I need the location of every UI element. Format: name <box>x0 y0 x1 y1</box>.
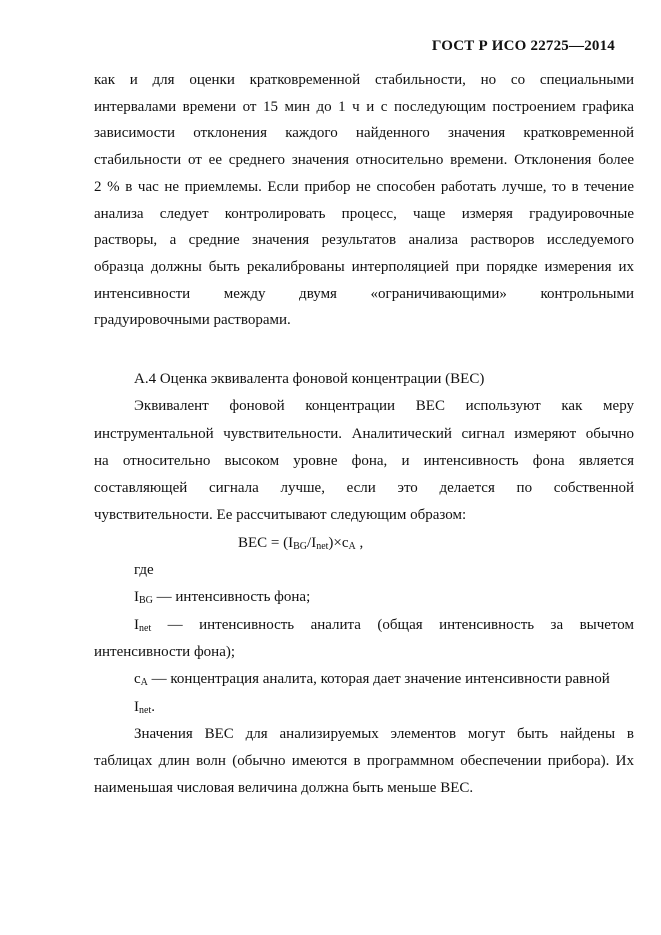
text-line: стабильности от ее среднего значения относительно времени. Отклонения более <box>94 152 634 169</box>
text-line: Эквивалент фоновой концентрации BEC используют как меру <box>134 398 634 415</box>
where-label: где <box>134 562 154 579</box>
standard-header: ГОСТ Р ИСО 22725—2014 <box>431 38 615 54</box>
text-line: растворы, а средние значения результатов анализа растворов исследуемого <box>94 232 634 249</box>
text-line: Значения BEC для анализируемых элементов могут быть найдены в <box>134 725 634 742</box>
text-line: таблицах длин волн (обычно имеются в программном обеспечении прибора). Их <box>94 753 634 770</box>
text-line: градуировочными растворами. <box>94 312 291 329</box>
definition-ibg: $I_{BG}$ — интенсивность фона; <box>134 589 311 607</box>
text-line: наименьшая числовая величина должна быть меньше BEC. <box>94 780 474 797</box>
text-line: на относительно высоком уровне фона, и интенсивность фона является <box>94 452 634 469</box>
text-line: чувствительности. Ее рассчитывают следующим образом: <box>94 507 467 524</box>
section-heading: А.4 Оценка эквивалента фоновой концентрации (BEC) <box>134 371 485 387</box>
text-line: инструментальной чувствительности. Аналитический сигнал измеряют обычно <box>94 425 634 442</box>
text-line: интервалами времени от 15 мин до 1 ч и с последующим построением графика <box>94 98 634 115</box>
text-line: интенсивности между двумя «ограничивающими» контрольными <box>94 285 634 302</box>
text-line: анализа следует контролировать процесс, чаще измеряя градуировочные <box>94 205 634 222</box>
text-line: интенсивности фона); <box>94 643 236 660</box>
text-line: зависимости отклонения каждого найденного значения кратковременной <box>94 125 634 142</box>
definition-inet: $I_{net}$ — интенсивность аналита (общая интенсивность за вычетом <box>134 616 634 634</box>
text-line: 2 % в час не приемлемы. Если прибор не способен работать лучше, то в течение <box>94 178 634 195</box>
text-line: образца должны быть рекалиброваны интерполяцией при порядке измерения их <box>94 258 634 275</box>
definition-ca: $c_A$ — концентрация аналита, которая дает значение интенсивности равной $I_{net}$. <box>134 671 610 716</box>
text-line: как и для оценки кратковременной стабильности, но со специальными <box>94 72 634 88</box>
section-a4 <box>94 366 634 803</box>
bec-formula: BEC = $(I_{BG}/I_{net})\times c_A$ , <box>238 534 364 552</box>
text-line: составляющей сигнала лучше, если это делается по собственной <box>94 480 634 497</box>
continued-paragraph <box>94 67 634 334</box>
